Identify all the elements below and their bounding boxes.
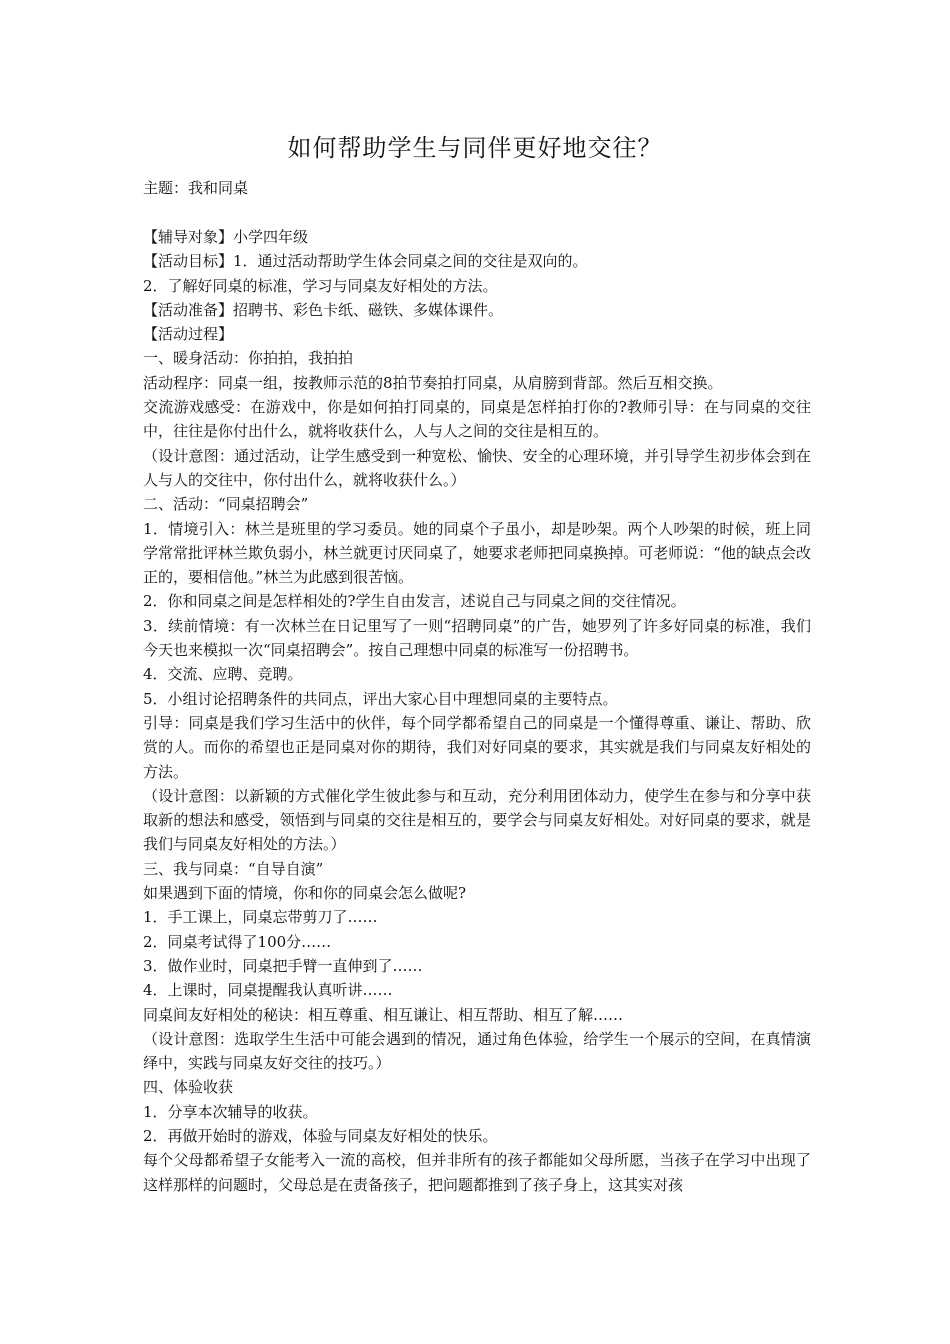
- paragraph: 2．同桌考试得了100分……: [143, 932, 332, 951]
- paragraph: 4．上课时，同桌提醒我认真听讲……: [143, 981, 393, 1000]
- paragraph: （设计意图：以新颖的方式催化学生彼此参与和互动，充分利用团体动力，使学生在参与和分享中获取新的想法和感受，领悟到与同桌的交往是相互的，要学会与同桌友好相处。对好同桌的要求，就是我们与同桌友好相处的方法。）: [143, 786, 811, 854]
- paragraph: 活动程序：同桌一组，按教师示范的8拍节奏拍打同桌，从肩膀到背部。然后互相交换。: [143, 373, 723, 392]
- document-body: [143, 225, 811, 1197]
- paragraph: 2．再做开始时的游戏，体验与同桌友好相处的快乐。: [143, 1126, 498, 1145]
- paragraph: （设计意图：选取学生生活中可能会遇到的情况，通过角色体验，给学生一个展示的空间，在真情演绎中，实践与同桌友好交往的技巧。）: [143, 1029, 811, 1073]
- paragraph: 2．你和同桌之间是怎样相处的?学生自由发言，述说自己与同桌之间的交往情况。: [143, 592, 686, 611]
- paragraph: 2．了解好同桌的标准，学习与同桌友好相处的方法。: [143, 276, 498, 295]
- paragraph: 1．分享本次辅导的收获。: [143, 1102, 318, 1121]
- paragraph: 5．小组讨论招聘条件的共同点，评出大家心目中理想同桌的主要特点。: [143, 689, 618, 708]
- paragraph: 二、活动：“同桌招聘会”: [143, 495, 309, 514]
- document-subtitle: 主题：我和同桌: [143, 179, 249, 197]
- paragraph: 如果遇到下面的情境，你和你的同桌会怎么做呢?: [143, 884, 467, 903]
- paragraph: 4．交流、应聘、竞聘。: [143, 665, 303, 684]
- paragraph: 每个父母都希望子女能考入一流的高校，但并非所有的孩子都能如父母所愿，当孩子在学习中出现了这样那样的问题时，父母总是在责备孩子，把问题都推到了孩子身上，这其实对孩: [143, 1151, 811, 1194]
- paragraph: 1．情境引入：林兰是班里的学习委员。她的同桌个子虽小，却是吵架。两个人吵架的时候，班上同学常常批评林兰欺负弱小，林兰就更讨厌同桌了，她要求老师把同桌换掉。可老师说：“他的缺点会改正的，要相信他。”林兰为此感到很苦恼。: [143, 519, 811, 587]
- paragraph: （设计意图：通过活动，让学生感受到一种宽松、愉快、安全的心理环境，并引导学生初步体会到在人与人的交往中，你付出什么，就将收获什么。）: [143, 446, 811, 489]
- paragraph: 3．做作业时，同桌把手臂一直伸到了……: [143, 956, 423, 975]
- paragraph: 1．手工课上，同桌忘带剪刀了……: [143, 908, 378, 927]
- paragraph: 四、体验收获: [143, 1078, 234, 1097]
- paragraph: 交流游戏感受：在游戏中，你是如何拍打同桌的，同桌是怎样拍打你的?教师引导：在与同桌的交往中，往往是你付出什么，就将收获什么，人与人之间的交往是相互的。: [143, 398, 811, 441]
- paragraph: 【活动准备】招聘书、彩色卡纸、磁铁、多媒体课件。: [143, 300, 504, 319]
- paragraph: 引导：同桌是我们学习生活中的伙伴，每个同学都希望自己的同桌是一个懂得尊重、谦让、帮助、欣赏的人。而你的希望也正是同桌对你的期待，我们对好同桌的要求，其实就是我们与同桌友好相处的方法。: [143, 713, 811, 781]
- document-title: 如何帮助学生与同伴更好地交往？: [287, 134, 663, 162]
- paragraph: 【辅导对象】小学四年级: [143, 228, 309, 246]
- paragraph: 三、我与同桌：“自导自演”: [143, 859, 324, 878]
- paragraph: 3．续前情境：有一次林兰在日记里写了一则“招聘同桌”的广告，她罗列了许多好同桌的标准，我们今天也来模拟一次“同桌招聘会”。按自己理想中同桌的标准写一份招聘书。: [143, 616, 811, 660]
- paragraph: 【活动目标】1．通过活动帮助学生体会同桌之间的交往是双向的。: [143, 252, 588, 271]
- paragraph: 一、暖身活动：你拍拍，我拍拍: [143, 349, 354, 368]
- paragraph: 同桌间友好相处的秘诀：相互尊重、相互谦让、相互帮助、相互了解……: [143, 1005, 624, 1024]
- paragraph: 【活动过程】: [143, 325, 234, 344]
